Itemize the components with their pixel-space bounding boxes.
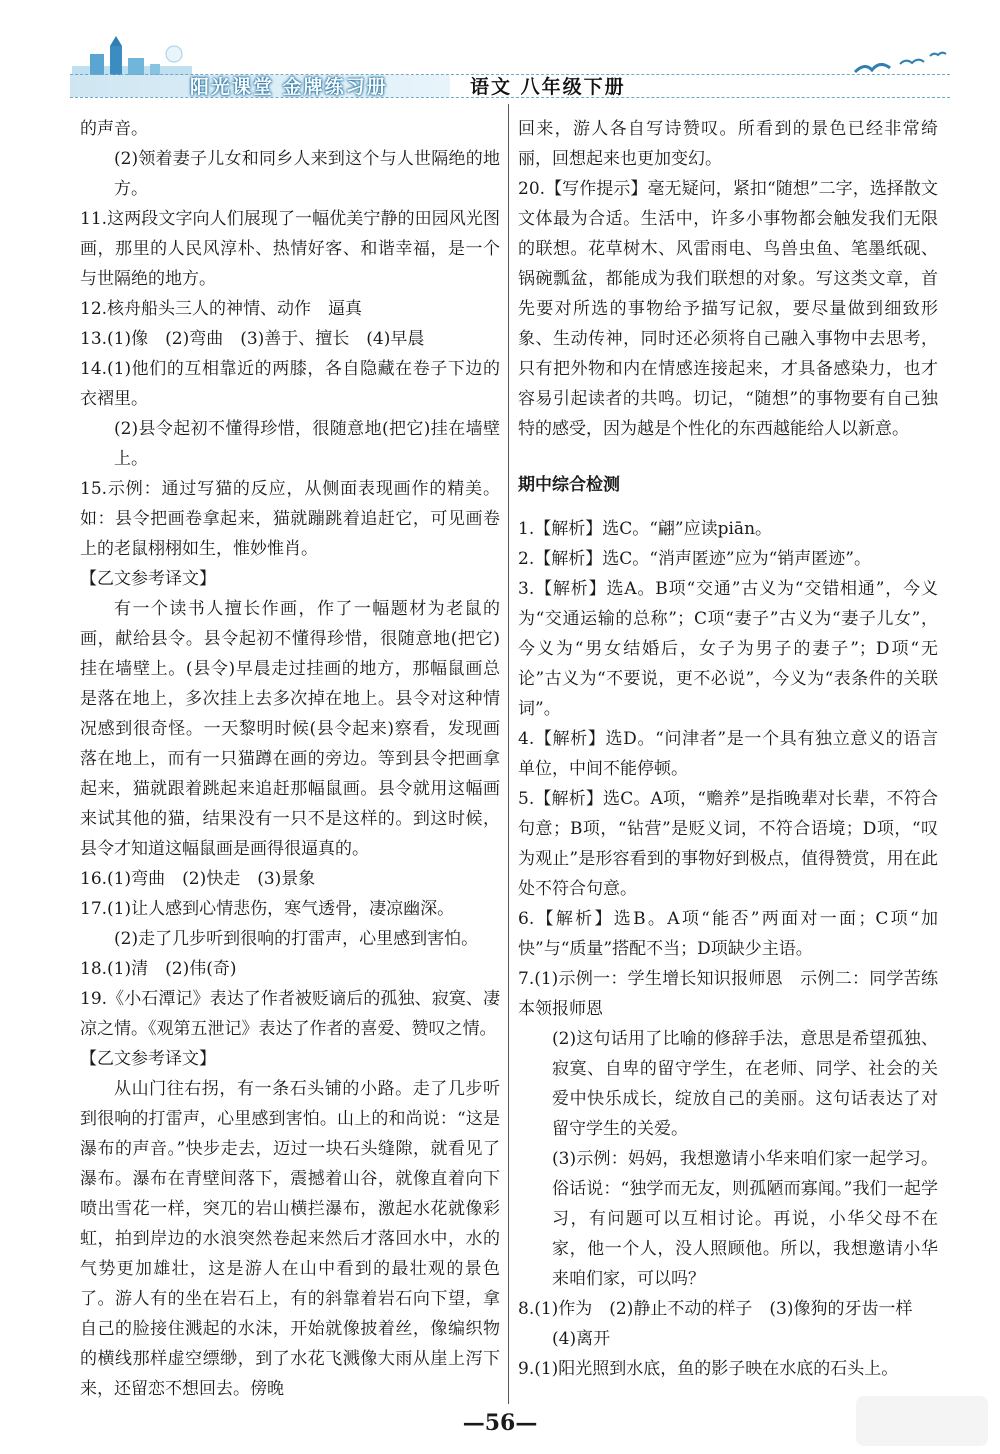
- left-paragraph: 【乙文参考译文】: [80, 569, 216, 589]
- left-paragraph: 从山门往右拐，有一条石头铺的小路。走了几步听到很响的打雷声，心里感到害怕。山上的和尚说：“这是瀑布的声音。”快步走去，迈过一块石头缝隙，就看见了瀑布。瀑布在青壁间落下，震撼着山谷，就像直着向下喷出雪花一样，突兀的岩山横拦瀑布，激起水花就像彩虹，拍到岸边的水浪突然卷起来然后才落回水中，水的气势更加雄壮，这是游人在山中看到的最壮观的景色了。游人有的坐在岩石上，有的斜靠着岩石向下望，拿自己的脸接住溅起的水沫，开始就像披着丝，像编织物的横线那样虚空缥缈，到了水花飞溅像大雨从崖上泻下来，还留恋不想回去。傍晚: [80, 1079, 500, 1399]
- left-paragraph: (2)走了几步听到很响的打雷声，心里感到害怕。: [114, 929, 479, 949]
- right-top-paragraph: 20.【写作提示】毫无疑问，紧扣“随想”二字，选择散文文体最为合适。生活中，许多小事物都会触发我们无限的联想。花草树木、风雷雨电、鸟兽虫鱼、笔墨纸砚、锅碗瓢盆，都能成为我们联想的对象。写这类文章，首先要对所选的事物给予描写记叙，要尽量做到细致形象、生动传神，同时还必须将自己融入事物中去思考，只有把外物和内在情感连接起来，才具备感染力，也才容易引起读者的共鸣。切记，“随想”的事物要有自己独特的感受，因为越是个性化的东西越能给人以新意。: [518, 179, 938, 439]
- left-paragraph: 12.核舟船头三人的神情、动作 逼真: [80, 299, 363, 319]
- subject-grade-label: 语文 八年级下册: [470, 76, 626, 98]
- left-paragraph: 16.(1)弯曲 (2)快走 (3)景象: [80, 869, 316, 889]
- right-column-bottom: [518, 514, 938, 1384]
- left-paragraph: 13.(1)像 (2)弯曲 (3)善于、擅长 (4)早晨: [80, 329, 425, 349]
- right-top-paragraph: 回来，游人各自写诗赞叹。所看到的景色已经非常绮丽，回想起来也更加变幻。: [518, 119, 938, 169]
- watermark-logo-icon: [852, 1390, 992, 1450]
- birds-decoration-icon: [850, 44, 950, 84]
- section-title: 期中综合检测: [518, 475, 620, 495]
- right-bottom-paragraph: (2)这句话用了比喻的修辞手法，意思是希望孤独、寂寞、自卑的留守学生，在老师、同学、社会的关爱中快乐成长，绽放自己的美丽。这句话表达了对留守学生的关爱。: [552, 1029, 938, 1139]
- book-brand-title: 阳光课堂 金牌练习册: [190, 76, 388, 98]
- page-header: [70, 36, 950, 106]
- page-number-value: 56: [484, 1410, 516, 1436]
- right-column: [518, 114, 938, 1384]
- right-bottom-paragraph: 6.【解析】选B。A项“能否”两面对一面；C项“加快”与“质量”搭配不当；D项缺少主语。: [518, 909, 938, 959]
- right-bottom-paragraph: 2.【解析】选C。“消声匿迹”应为“销声匿迹”。: [518, 549, 871, 569]
- right-bottom-paragraph: 5.【解析】选C。A项，“赡养”是指晚辈对长辈，不符合句意；B项，“钻营”是贬义词，不符合语境；D项，“叹为观止”是形容看到的事物好到极点，值得赞赏，用在此处不符合句意。: [518, 789, 938, 899]
- left-paragraph: 17.(1)让人感到心情悲伤，寒气透骨，凄凉幽深。: [80, 899, 455, 919]
- right-bottom-paragraph: 4.【解析】选D。“问津者”是一个具有独立意义的语言单位，中间不能停顿。: [518, 729, 938, 779]
- left-paragraph: (2)领着妻子儿女和同乡人来到这个与人世隔绝的地方。: [114, 149, 500, 199]
- right-bottom-paragraph: 3.【解析】选A。B项“交通”古义为“交错相通”，今义为“交通运输的总称”；C项“妻子”古义为“妻子儿女”，今义为“男女结婚后，女子为男子的妻子”；D项“无论”古义为“不要说，更不必说”，今义为“表条件的关联词”。: [518, 579, 938, 719]
- left-paragraph: 14.(1)他们的互相靠近的两膝，各自隐藏在卷子下边的衣褶里。: [80, 359, 500, 409]
- left-paragraph: (2)县令起初不懂得珍惜，很随意地(把它)挂在墙壁上。: [114, 419, 500, 469]
- right-bottom-paragraph: 1.【解析】选C。“翩”应读piān。: [518, 519, 773, 539]
- right-bottom-paragraph: (3)示例：妈妈，我想邀请小华来咱们家一起学习。俗话说：“独学而无友，则孤陋而寡闻。”我们一起学习，有问题可以互相讨论。再说，小华父母不在家，他一个人，没人照顾他。所以，我想邀请小华来咱们家，可以吗？: [552, 1149, 938, 1289]
- right-bottom-paragraph: 7.(1)示例一：学生增长知识报师恩 示例二：同学苦练本领报师恩: [518, 969, 938, 1019]
- left-paragraph: 18.(1)清 (2)伟(奇): [80, 959, 237, 979]
- left-paragraph: 11.这两段文字向人们展现了一幅优美宁静的田园风光图画，那里的人民风淳朴、热情好客、和谐幸福，是一个与世隔绝的地方。: [80, 209, 500, 289]
- left-paragraph: 有一个读书人擅长作画，作了一幅题材为老鼠的画，献给县令。县令起初不懂得珍惜，很随意地(把它)挂在墙壁上。(县令)早晨走过挂画的地方，那幅鼠画总是落在地上，多次挂上去多次掉在地上。县令对这种情况感到很奇怪。一天黎明时候(县令起来)察看，发现画落在地上，而有一只猫蹲在画的旁边。等到县令把画拿起来，猫就跟着跳起来追赶那幅鼠画。县令就用这幅画来试其他的猫，结果没有一只不是这样的。到这时候，县令才知道这幅鼠画是画得很逼真的。: [80, 599, 500, 859]
- right-bottom-paragraph: (4)离开: [552, 1329, 611, 1349]
- right-bottom-paragraph: 8.(1)作为 (2)静止不动的样子 (3)像狗的牙齿一样: [518, 1299, 913, 1319]
- right-column-top: [518, 114, 938, 444]
- left-column: [80, 114, 500, 1404]
- left-paragraph: 15.示例：通过写猫的反应，从侧面表现画作的精美。如：县令把画卷拿起来，猫就蹦跳着追赶它，可见画卷上的老鼠栩栩如生，惟妙惟肖。: [80, 479, 500, 559]
- right-bottom-paragraph: 9.(1)阳光照到水底，鱼的影子映在水底的石头上。: [518, 1359, 899, 1379]
- left-paragraph: 19.《小石潭记》表达了作者被贬谪后的孤独、寂寞、凄凉之情。《观第五泄记》表达了作者的喜爱、赞叹之情。: [80, 989, 500, 1039]
- page-number: —56—: [462, 1410, 538, 1436]
- left-paragraph: 【乙文参考译文】: [80, 1049, 216, 1069]
- column-divider: [508, 104, 509, 1404]
- left-paragraph: 的声音。: [80, 119, 148, 139]
